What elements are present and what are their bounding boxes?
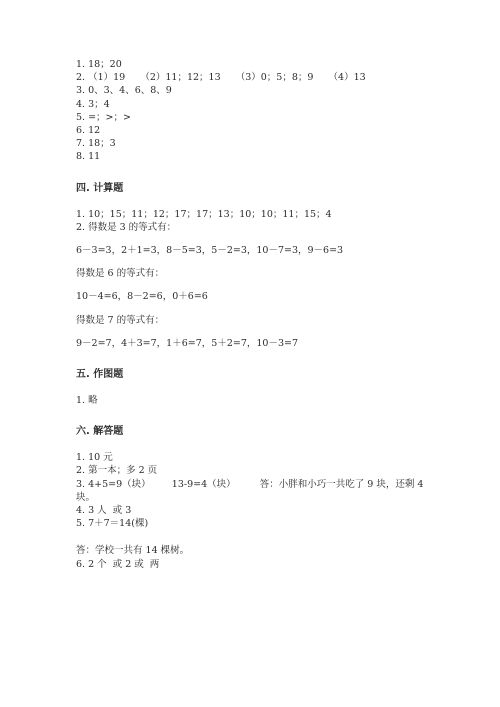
answer-line: 得数是 7 的等式有： — [76, 314, 165, 326]
answer-line: 7. 18；3 — [76, 138, 116, 150]
answer-line: 1. 18；20 — [76, 59, 122, 70]
answer-line: 2. （1）19 （2）11；12；13 （3）0；5；8；9 （4）13 — [76, 72, 366, 84]
answer-line: 2. 第一本；多 2 页 — [76, 465, 158, 477]
answer-line: 块。 — [76, 491, 96, 503]
answer-page — [76, 58, 436, 571]
answer-line: 答：学校一共有 14 棵树。 — [76, 545, 190, 557]
answer-line: 1. 10 元 — [76, 452, 113, 464]
answer-line: 3. 0、3、4、6、8、9 — [76, 85, 172, 97]
equation-line: 9－2=7，4＋3=7，1＋6=7，5＋2=7，10－3=7 — [76, 337, 299, 349]
equation-line: 6－3=3，2＋1=3，8－5=3，5－2=3，10－7=3，9－6=3 — [76, 245, 344, 257]
answer-line: 8. 11 — [76, 151, 101, 163]
answer-line: 得数是 6 的等式有： — [76, 268, 165, 280]
answer-line: 1. 10；15；11；12；17；17；13；10；10；11；15；4 — [76, 208, 332, 220]
answer-line: 4. 3 人 或 3 — [76, 505, 132, 517]
answer-line: 5. =；>；> — [76, 111, 131, 123]
answer-line: 4. 3；4 — [76, 98, 110, 110]
answer-line: 1. 略 — [76, 395, 98, 407]
section-heading-word-problems: 六. 解答题 — [76, 426, 124, 438]
answer-line: 3. 4+5=9（块） 13-9=4（块） 答：小胖和小巧一共吃了 9 块，还剩 4 — [76, 478, 424, 490]
section-heading-drawing: 五. 作图题 — [76, 369, 124, 381]
answer-line: 6. 12 — [76, 125, 101, 137]
answer-line: 6. 2 个 或 2 或 两 — [76, 558, 160, 570]
answer-line: 2. 得数是 3 的等式有： — [76, 221, 177, 233]
section-heading-calculation: 四. 计算题 — [76, 182, 124, 194]
answer-line: 5. 7＋7＝14(棵) — [76, 518, 149, 530]
equation-line: 10－4=6，8－2=6，0＋6=6 — [76, 291, 208, 303]
